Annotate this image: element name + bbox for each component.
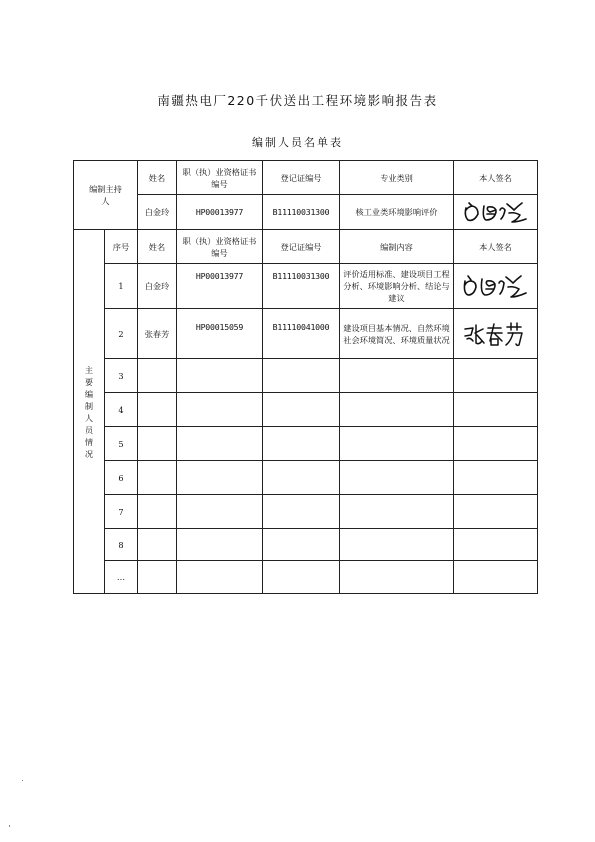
table-row — [74, 529, 538, 561]
row-seq: 3 — [105, 359, 138, 393]
row-reg-no — [263, 393, 340, 427]
row-name — [138, 529, 177, 561]
staff-header-row — [74, 230, 538, 264]
host-signature-cell — [454, 195, 538, 230]
table-row — [74, 495, 538, 529]
row-seq: 8 — [105, 529, 138, 561]
header-signature: 本人签名 — [454, 161, 538, 195]
row-reg-no: B11110041000 — [263, 309, 340, 359]
document-title: 南疆热电厂220千伏送出工程环境影响报告表 — [157, 93, 438, 108]
row-reg-no — [263, 529, 340, 561]
row-reg-no — [263, 461, 340, 495]
host-header-row — [74, 161, 538, 195]
row-signature-cell — [454, 309, 538, 359]
row-cert-no — [177, 495, 263, 529]
row-name: 张春芳 — [138, 309, 177, 359]
header-reg: 登记证编号 — [263, 230, 340, 264]
row-cert-no: HP00013977 — [177, 264, 263, 309]
row-signature-cell — [454, 461, 538, 495]
row-content — [340, 427, 454, 461]
row-signature-cell — [454, 264, 538, 309]
row-reg-no — [263, 427, 340, 461]
row-signature-cell — [454, 529, 538, 561]
row-cert-no — [177, 561, 263, 594]
header-cert: 职（执）业资格证书编号 — [177, 230, 263, 264]
row-reg-no: B11110031300 — [263, 264, 340, 309]
row-content — [340, 393, 454, 427]
row-content — [340, 561, 454, 594]
row-reg-no — [263, 561, 340, 594]
table-row — [74, 461, 538, 495]
host-label-text: 编制主持人 — [89, 184, 122, 206]
row-name — [138, 427, 177, 461]
header-seq: 序号 — [105, 230, 138, 264]
header-reg: 登记证编号 — [263, 161, 340, 195]
staff-label — [74, 230, 105, 594]
row-signature-image — [460, 271, 532, 301]
row-seq: … — [105, 561, 138, 594]
row-name: 白金玲 — [138, 264, 177, 309]
host-category: 核工业类环境影响评价 — [340, 195, 454, 230]
row-content — [340, 495, 454, 529]
scan-speck — [22, 780, 23, 781]
host-name: 白金玲 — [138, 195, 177, 230]
row-seq: 5 — [105, 427, 138, 461]
table-row — [74, 359, 538, 393]
row-seq: 2 — [105, 309, 138, 359]
host-row — [74, 195, 538, 230]
table-title: 编制人员名单表 — [252, 136, 343, 149]
row-signature-cell — [454, 495, 538, 529]
row-name — [138, 495, 177, 529]
header-content: 编制内容 — [340, 230, 454, 264]
host-label — [74, 161, 138, 230]
row-signature-cell — [454, 359, 538, 393]
header-cert: 职（执）业资格证书编号 — [177, 161, 263, 195]
row-seq: 1 — [105, 264, 138, 309]
row-content — [340, 359, 454, 393]
row-cert-no — [177, 427, 263, 461]
host-signature-image — [460, 198, 532, 226]
row-reg-no — [263, 359, 340, 393]
row-signature-cell — [454, 561, 538, 594]
header-category: 专业类别 — [340, 161, 454, 195]
scan-speck — [9, 825, 10, 827]
table-row — [74, 561, 538, 594]
row-signature-image — [461, 319, 531, 349]
row-cert-no — [177, 359, 263, 393]
row-cert-no — [177, 529, 263, 561]
row-cert-no — [177, 461, 263, 495]
row-seq: 6 — [105, 461, 138, 495]
row-seq: 4 — [105, 393, 138, 427]
row-signature-cell — [454, 393, 538, 427]
row-cert-no — [177, 393, 263, 427]
header-name: 姓名 — [138, 230, 177, 264]
host-cert-no: HP00013977 — [177, 195, 263, 230]
staff-label-text: 主要编制人员情况 — [84, 364, 94, 459]
row-reg-no — [263, 495, 340, 529]
row-seq: 7 — [105, 495, 138, 529]
row-content — [340, 529, 454, 561]
row-cert-no: HP00015059 — [177, 309, 263, 359]
host-reg-no: B11110031300 — [263, 195, 340, 230]
row-content — [340, 461, 454, 495]
table-row — [74, 309, 538, 359]
row-name — [138, 561, 177, 594]
staff-table — [73, 160, 538, 594]
row-name — [138, 359, 177, 393]
row-name — [138, 393, 177, 427]
table-row — [74, 393, 538, 427]
row-signature-cell — [454, 427, 538, 461]
row-content: 评价适用标准、建设项目工程分析、环境影响分析、结论与建议 — [340, 264, 454, 309]
table-row — [74, 264, 538, 309]
table-row — [74, 427, 538, 461]
header-signature: 本人签名 — [454, 230, 538, 264]
row-name — [138, 461, 177, 495]
row-content: 建设项目基本情况、自然环境社会环境简况、环境质量状况 — [340, 309, 454, 359]
header-name: 姓名 — [138, 161, 177, 195]
